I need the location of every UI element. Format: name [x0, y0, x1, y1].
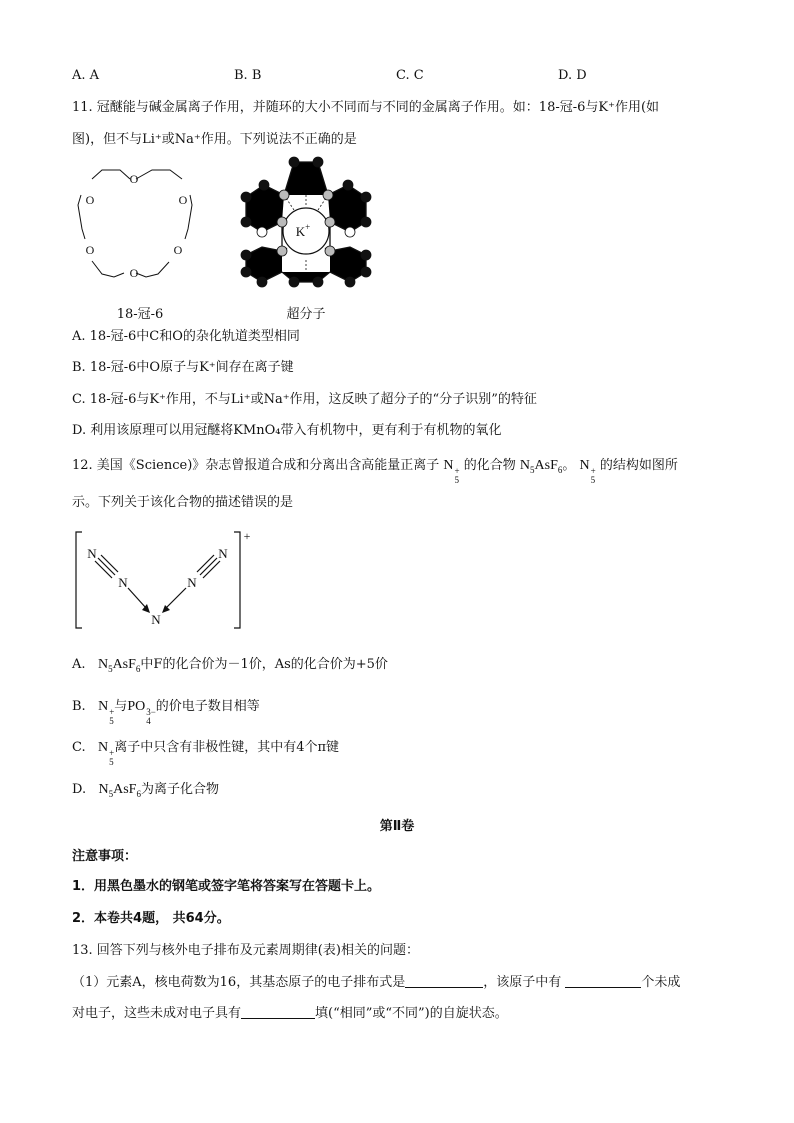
o-atom-upper-right: O: [178, 193, 188, 207]
option-c-prev: C. C: [396, 68, 424, 83]
q11-option-a: A. 18-冠-6中C和O的杂化轨道类型相同: [72, 329, 300, 344]
answer-blank-config[interactable]: [405, 973, 483, 988]
q11-stem-line1: 11. 冠醚能与碱金属离子作用，并随环的大小不同而与不同的金属离子作用。如：18-冠-6与K⁺作用(如: [72, 100, 660, 115]
n-atom-right-middle: N: [187, 575, 197, 590]
answer-blank-unpaired-count[interactable]: [565, 973, 641, 988]
q12-stem-line1: 12. 美国《Science)》杂志曾报道合成和分离出含高能量正离子 N + 5 的化合物 $N_5AsF_6$。 N + 5 的结构如图所: [72, 458, 678, 485]
q12-option-c: C. N + 5 离子中只含有非极性键，其中有4个π键: [72, 740, 340, 767]
notice-item-1: 1．用黑色墨水的钢笔或签字笔将答案写在答题卡上。: [72, 879, 381, 894]
crown-ether-structure: [70, 157, 202, 297]
q13-part1-line2: 对电子，这些未成对电子具有 填(“相同”或“不同”)的自旋状态。: [72, 1006, 508, 1021]
notice-heading: 注意事项：: [72, 849, 138, 864]
q11-option-c: C. 18-冠-6与K⁺作用，不与Li⁺或Na⁺作用，这反映了超分子的“分子识别”的特征: [72, 392, 537, 407]
answer-blank-spin[interactable]: [241, 1004, 315, 1019]
option-d-prev: D. D: [558, 68, 587, 83]
ion-charge: +: [243, 529, 251, 543]
n5-plus-structure: [70, 528, 260, 636]
o-atom-lower-left: O: [85, 243, 95, 257]
notice-item-2: 2．本卷共4题， 共64分。: [72, 911, 230, 926]
q11-option-b: B. 18-冠-6中O原子与K⁺间存在离子键: [72, 360, 294, 375]
o-atom-top: O: [129, 172, 139, 186]
q12-stem-line2: 示。下列关于该化合物的描述错误的是: [72, 495, 294, 510]
q12-option-d: D. $N_5AsF_6$为离子化合物: [72, 782, 219, 799]
supramolecule-caption: 超分子: [286, 307, 326, 322]
n5-plus-formula: N + 5: [443, 458, 460, 485]
o-atom-upper-left: O: [85, 193, 95, 207]
n5-plus-formula-2: N + 5: [579, 458, 596, 485]
option-b-prev: B. B: [234, 68, 262, 83]
q13-part1-line1: （1）元素A，核电荷数为16，其基态原子的电子排布式是 ，该原子中有 个未成: [72, 975, 681, 990]
o-atom-bottom: O: [129, 266, 139, 280]
option-a-prev: A. A: [72, 68, 100, 83]
crown-ether-caption: 18-冠-6: [116, 307, 164, 322]
q13-stem: 13. 回答下列与核外电子排布及元素周期律(表)相关的问题：: [72, 943, 419, 958]
q12-option-a: A. $N_5AsF_6$中F的化合价为－1价，As的化合价为+5价: [72, 657, 388, 674]
n-atom-center: N: [151, 612, 161, 627]
o-atom-lower-right: O: [173, 243, 183, 257]
n5asf6-formula: $N_5AsF_6$: [519, 458, 563, 475]
q11-option-d: D. 利用该原理可以用冠醚将KMnO₄带入有机物中，更有利于有机物的氧化: [72, 423, 502, 438]
part-ii-title: 第Ⅱ卷: [379, 819, 415, 834]
q11-stem-line2: 图)，但不与Li⁺或Na⁺作用。下列说法不正确的是: [72, 132, 357, 147]
n-atom-left-middle: N: [118, 575, 128, 590]
potassium-ion-label: K+: [295, 222, 311, 239]
q12-option-b: B. N + 5 与PO 3− 4 的价电子数目相等: [72, 699, 260, 726]
supramolecule-structure: [236, 152, 376, 292]
n-atom-left-terminal: N: [87, 546, 97, 561]
n-atom-right-terminal: N: [218, 546, 228, 561]
